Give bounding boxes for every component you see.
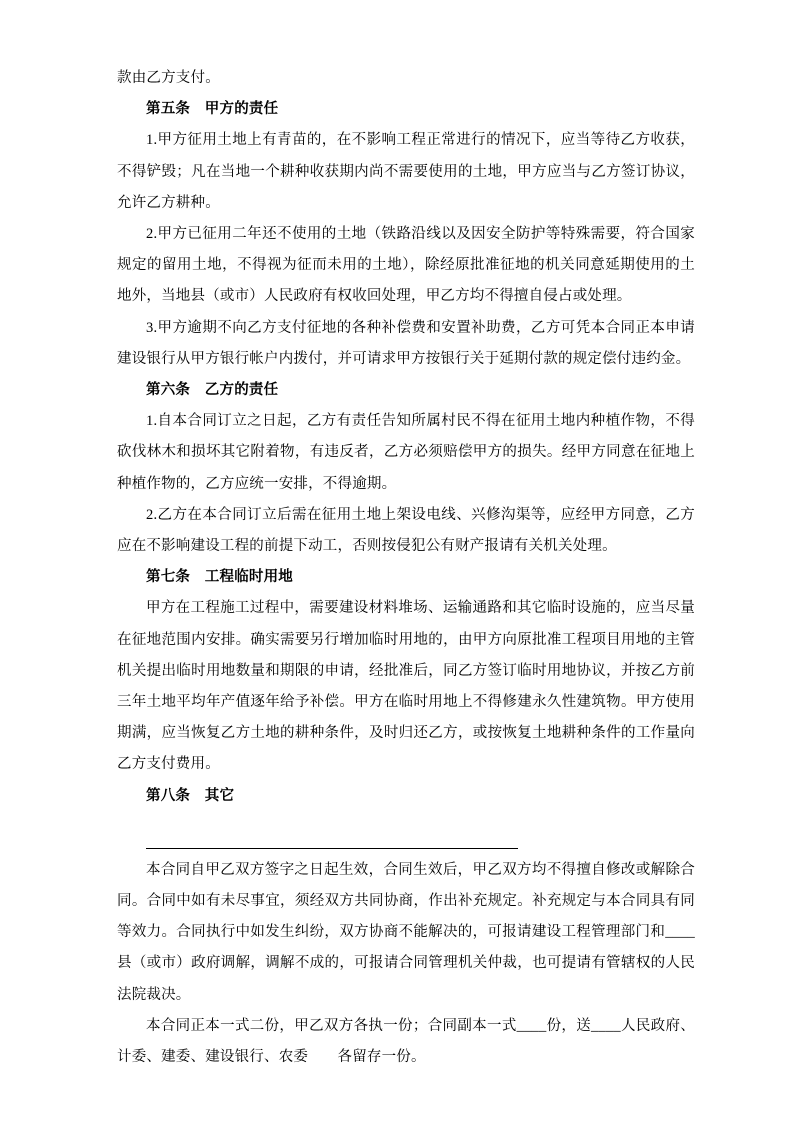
- contract-paragraph: 1.甲方征用土地上有青苗的，在不影响工程正常进行的情况下，应当等待乙方收获，不得铲毁；凡在当地一个耕种收获期内尚不需要使用的土地，甲方应当与乙方签订协议，允许乙方耕种。: [117, 132, 695, 211]
- blank-underline: [146, 848, 518, 849]
- contract-body: [117, 63, 695, 1073]
- contract-paragraph: 本合同正本一式二份，甲乙双方各执一份；合同副本一式____份，送____人民政府、计委、建委、建设银行、农委 各留存一份。: [117, 1017, 695, 1066]
- contract-paragraph: 1.自本合同订立之日起，乙方有责任告知所属村民不得在征用土地内种植作物，不得砍伐林木和损坏其它附着物，有违反者，乙方必须赔偿甲方的损失。经甲方同意在征地上种植作物的，乙方应统一安排，不得逾期。: [117, 413, 695, 492]
- contract-paragraph: 甲方在工程施工过程中，需要建设材料堆场、运输通路和其它临时设施的，应当尽量在征地范围内安排。确实需要另行增加临时用地的，由甲方向原批准工程项目用地的主管机关提出临时用地数量和期限的申请，经批准后，同乙方签订临时用地协议，并按乙方前三年土地平均年产值逐年给予补偿。甲方在临时用地上不得修建永久性建筑物。甲方使用期满，应当恢复乙方土地的耕种条件，及时归还乙方，或按恢复土地耕种条件的工作量向乙方支付费用。: [117, 600, 695, 773]
- section-heading-article-8: 第八条 其它: [146, 787, 235, 804]
- contract-paragraph: 本合同自甲乙双方签字之日起生效，合同生效后，甲乙双方均不得擅自修改或解除合同。合同中如有未尽事宜，须经双方共同协商，作出补充规定。补充规定与本合同具有同等效力。合同执行中如发生纠纷，双方协商不能解决的，可报请建设工程管理部门和____县（或市）政府调解，调解不成的，可报请合同管理机关仲裁，也可提请有管辖权的人民法院裁决。: [117, 861, 695, 1003]
- fill-in-blank-line: [117, 812, 695, 855]
- contract-paragraph: 2.乙方在本合同订立后需在征用土地上架设电线、兴修沟渠等，应经甲方同意，乙方应在不影响建设工程的前提下动工，否则按侵犯公有财产报请有关机关处理。: [117, 506, 695, 555]
- contract-paragraph: 2.甲方已征用二年还不使用的土地（铁路沿线以及因安全防护等特殊需要，符合国家规定的留用土地，不得视为征而未用的土地），除经原批准征地的机关同意延期使用的土地外，当地县（或市）人民政府有权收回处理，甲乙方均不得擅自侵占或处理。: [117, 226, 695, 305]
- section-heading-article-6: 第六条 乙方的责任: [146, 382, 279, 399]
- section-heading-article-7: 第七条 工程临时用地: [146, 569, 293, 586]
- section-heading-article-5: 第五条 甲方的责任: [146, 101, 279, 118]
- contract-paragraph: 3.甲方逾期不向乙方支付征地的各种补偿费和安置补助费，乙方可凭本合同正本申请建设银行从甲方银行帐户内拨付，并可请求甲方按银行关于延期付款的规定偿付违约金。: [117, 319, 695, 367]
- paragraph-continuation: 款由乙方支付。: [117, 70, 220, 86]
